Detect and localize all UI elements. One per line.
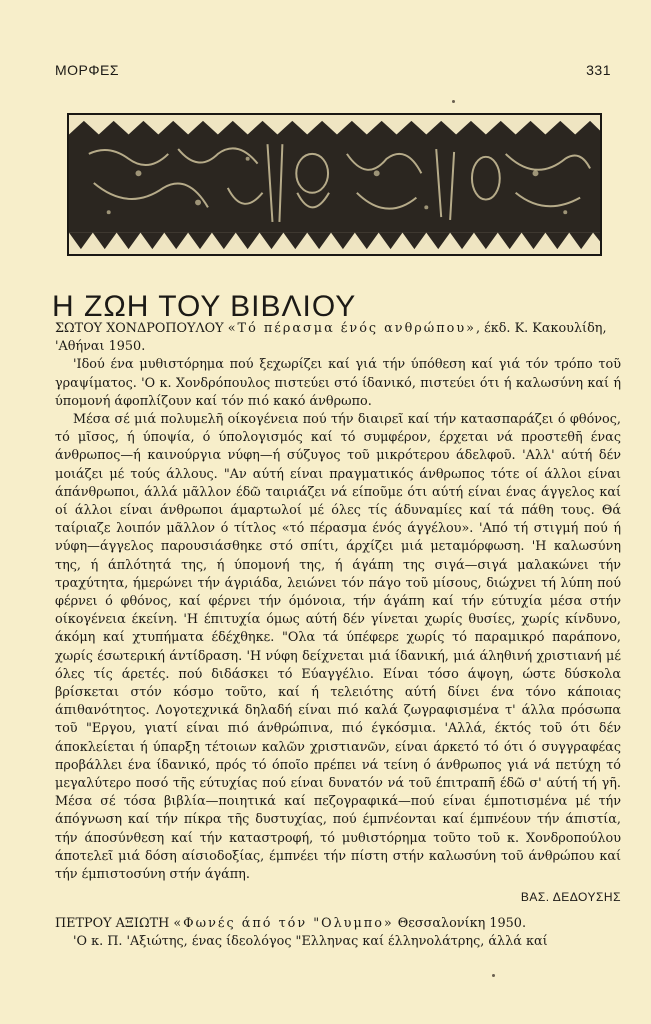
- woodcut-illustration: [69, 115, 600, 254]
- review-heading: [55, 320, 621, 356]
- book-review: [55, 320, 621, 907]
- page-number: 331: [586, 62, 611, 78]
- running-header: [55, 62, 611, 82]
- review-paragraph: Μέσα σέ μιά πολυμελῆ οίκογένεια πού τήν διαιρεῖ καί τήν κατασπαράζει ό φθόνος, τό μῖσος, ή ύποψία, ό ύπολογισμός καί τό συμφέρον, έρχεται νά προστεθῆ ένας άνθρωπος—ή καινούργια νύφη—ή σύζυγος τοῦ μικρότερου άδελφοῦ. 'Αλλ' αύτή δέν μοιάζει μέ τούς άλλους. "Αν αύτή είναι πραγματικός άνθρωπος τότε οί άλλοι είναι άπάνθρωποι, άλλά μᾶλλον έδῶ ταιριάζει νά είποῦμε ότι αύτή είναι ένας άγγελος καί οί άλλοι είναι άνθρωποι άμαρτωλοί μέ όλες τίς άδυναμίες καί τά πάθη τους. Θά ταίριαζε λοιπόν μᾶλλον ό τίτλος «τό πέρασμα ένός άγγέλου». 'Από τή στιγμή πού ή νύφη—άγγελος παρουσιάσθηκε στό σπίτι, άρχίζει μιά μεταμόρφωση. 'Η καλωσύνη της, ή άπλότητά της, ή ύπομονή της, ή άγάπη της σιγά—σιγά μαλακώνει τήν τραχύτητα, ήμερώνει τήν άγριάδα, λειώνει τόν πάγο τοῦ μίσους, διώχνει τή λύπη πού φέρνει ό φθόνος, καί φέρνει τήν όμόνοια, τήν άγάπη καί τήν εύτυχία μέσα στήν οίκογένεια έκείνη. 'Η έπιτυχία όμως αύτή δέν γίνεται χωρίς θυσίες, χωρίς κίνδυνο, άκόμη καί χτυπήματα έδέχθηκε. "Ολα τά ύπέφερε χωρίς τό παραμικρό παράπονο, χωρίς έσωτερική άντίδραση. 'Η νύφη δείχνεται μιά ίδανική, μιά άληθινή χριστιανή μέ όλες τίς άρετές. πού διδάσκει τό Εύαγγέλιο. Είναι τόσο άψογη, ώστε δύσκολα βρίσκεται στόν κόσμο τοῦτο, καί ή τελειότης αύτή δίνει ένα τόνο κάποιας άπιθανότητος. Λογοτεχνικά δηλαδή είναι πιό καλά ζωγραφισμένα τ' άλλα πρόσωπα τοῦ "Εργου, γιατί είναι πιό άνθρώπινα, πιό έγκόσμια. 'Αλλά, έκτός τοῦ ότι δέν άποκλείεται ή ύπαρξη τέτοιων καλῶν χριστιανῶν, είναι άρκετό τό ότι ό συγγραφέας προβάλλει ένα ίδανικό, πρός τό όποῖο πρέπει νά τείνη ό άνθρωπος γιά νά πετύχη τό μεγαλύτερο ποσό τῆς εύτυχίας πού είναι δυνατόν νά τοῦ έπιτραπῆ έδῶ σ' αύτή τή γῆ. Μέσα σέ τόσα βιβλία—ποιητικά καί πεζογραφικά—πού είναι έμποτισμένα μέ τήν άπόγνωση καί τήν πίκρα τῆς δυστυχίας, πού έμπνέονται καί έμπνέουν τήν άπιστία, τήν άποσύνθεση καί τήν καταστροφή, τό μυθιστόρημα τοῦτο τοῦ κ. Χονδροπούλου άποτελεῖ μιά δόση αίσιοδοξίας, έμπνέει τήν πίστη στήν καλωσύνη τοῦ άνθρώπου καί τήν έμπιστοσύνη στήν άγάπη.: [55, 412, 621, 883]
- review-book-title: «Φωνές άπό τόν "Ολυμπο»: [173, 916, 394, 931]
- book-review: [55, 915, 621, 951]
- review-paragraph: 'Ιδού ένα μυθιστόρημα πού ξεχωρίζει καί γιά τήν ύπόθεση καί γιά τόν τρόπο τοῦ γραψίματος. 'Ο κ. Χονδρόπουλος πιστεύει στό ίδανικό, πιστεύει ότι ή καλωσύνη καί ή ύπομονή άφοπλίζουν καί τόν πιό κακό άνθρωπο.: [55, 357, 621, 409]
- paper-speck: [492, 974, 495, 977]
- review-publication-info: , έκδ. Κ. Κακουλίδη, 'Αθήναι 1950.: [55, 321, 607, 355]
- decorative-woodcut-banner: [67, 113, 602, 256]
- review-publication-info: Θεσσαλονίκη 1950.: [393, 916, 527, 931]
- review-book-author: ΠΕΤΡΟΥ ΑΞΙΩΤΗ: [55, 916, 170, 931]
- review-book-author: ΣΩΤΟΥ ΧΟΝΔΡΟΠΟΥΛΟΥ: [55, 321, 224, 336]
- journal-name: ΜΟΡΦΕΣ: [55, 62, 120, 78]
- review-signature: ΒΑΣ. ΔΕΔΟΥΣΗΣ: [520, 890, 621, 905]
- review-paragraph: 'Ο κ. Π. 'Αξιώτης, ένας ίδεολόγος "Ελληνας καί έλληνολάτρης, άλλά καί: [73, 934, 548, 950]
- paper-speck: [452, 100, 455, 103]
- review-heading: [55, 915, 621, 933]
- review-book-title: «Τό πέρασμα ένός ανθρώπου»: [227, 321, 476, 336]
- section-title: Η ΖΩΗ ΤΟΥ ΒΙΒΛΙΟΥ: [52, 290, 357, 324]
